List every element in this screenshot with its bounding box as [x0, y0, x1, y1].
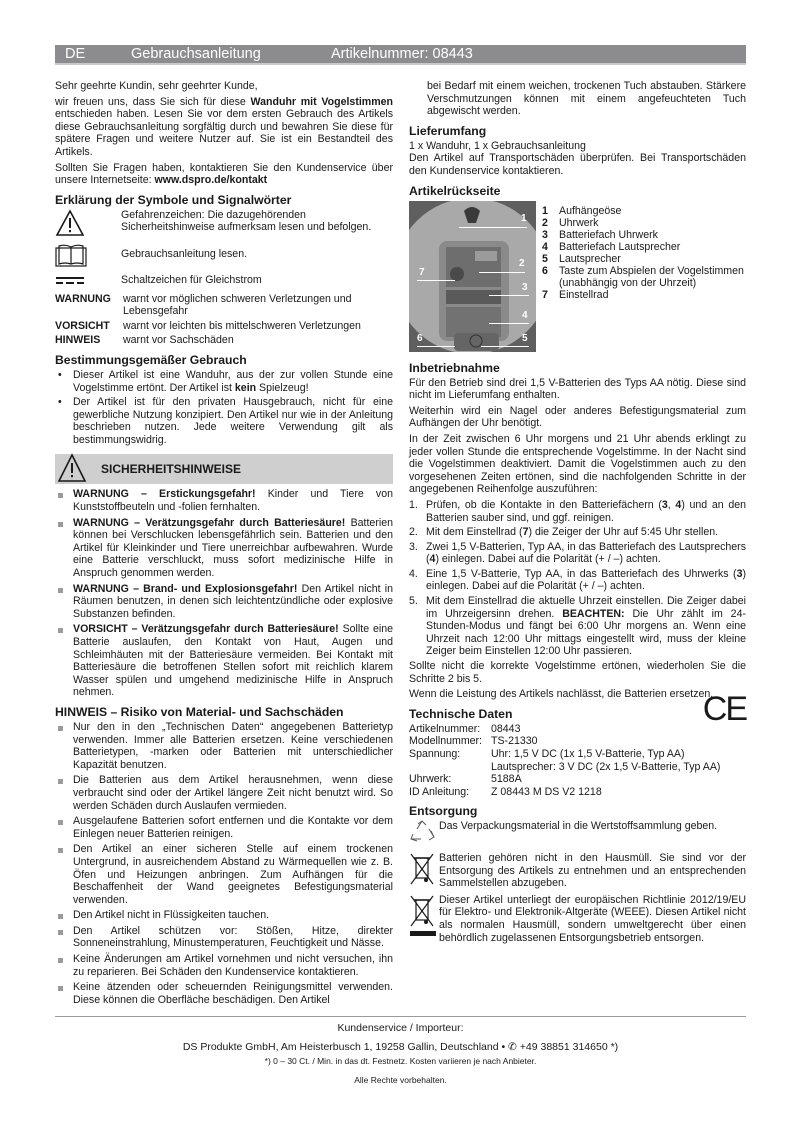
- signal-word-row: VORSICHT warnt vor leichten bis mittelschweren Verletzungen: [55, 319, 361, 332]
- legend-item: 6 Taste zum Abspielen der Vogelstimmen (unabhängig von der Uhrzeit): [542, 264, 744, 289]
- symbol-row: Gefahrenzeichen: Die dazugehörenden Sicherheitshinweise aufmerksam lesen und befolgen.: [55, 209, 393, 241]
- footer: [55, 1016, 746, 1086]
- list-item: WARNUNG – Verätzungsgefahr durch Batteriesäure! Batterien können bei Verschlucken lebensgefährlich sein. Batterien und den Artikel für Kleinkinder und Tiere unerreichbar aufbewahren. Wurde eine Batterie verschluckt, muss sofort medizinische Hilfe in Anspruch genommen werden.: [55, 517, 393, 580]
- disposal-row: Batterien gehören nicht in den Hausmüll. Sie sind vor der Entsorgung des Artikels zu entnehmen und an entsprechenden Sammelstellen abzugeben.: [409, 852, 746, 890]
- warning-triangle-icon: [55, 209, 121, 241]
- hinweis-list: [55, 721, 393, 1006]
- list-item: Keine Änderungen am Artikel vornehmen und nicht versuchen, ihn zu reparieren. Bei Schäden den Kundenservice kontaktieren.: [55, 953, 393, 978]
- setup-paragraph: In der Zeit zwischen 6 Uhr morgens und 21 Uhr abends erklingt zu jeder vollen Stunde die entsprechende Vogelstimme. In der Nacht sind die Vogelstimmen deaktiviert. Damit die Vogelstimmen auch zu den vorgesehenen Zeiten ertönen, sind die nachfolgenden Schritte in der angegebenen Reihenfolge auszuführen:: [409, 432, 746, 496]
- list-item: WARNUNG – Erstickungsgefahr! Kinder und Tiere von Kunststoffbeuteln und -folien fernhalten.: [55, 488, 393, 513]
- warning-triangle-icon: [57, 453, 87, 487]
- symbols-heading: Erklärung der Symbole und Signalwörter: [55, 192, 292, 207]
- tech-row: ID Anleitung: Z 08443 M DS V2 1218: [409, 785, 602, 798]
- disposal-row: Dieser Artikel unterliegt der europäischen Richtlinie 2012/19/EU für Elektro- und Elektronik-Altgeräte (WEEE). Diesen Artikel nicht als normalen Hausmüll, sondern umweltgerecht über einen behördlich zugelassenen Entsorgungsbetrieb entsorgen.: [409, 894, 746, 944]
- company-address: DS Produkte GmbH, Am Heisterbusch 1, 19258 Gallin, Deutschland • ✆ +49 38851 314650 *): [182, 1040, 619, 1053]
- safety-list: [55, 488, 393, 699]
- clock-back-photo: 1 2 7 3 4 6 5: [409, 201, 536, 352]
- symbol-row: Gebrauchsanleitung lesen.: [55, 243, 393, 271]
- header-bar: [55, 45, 746, 65]
- direct-current-icon: [55, 274, 121, 290]
- usage-heading: Bestimmungsgemäßer Gebrauch: [55, 352, 247, 367]
- delivery-contents: 1 x Wanduhr, 1 x Gebrauchsanleitung: [409, 139, 586, 152]
- signal-word-row: HINWEIS warnt vor Sachschäden: [55, 334, 234, 347]
- service-label: Kundenservice / Importeur:: [337, 1022, 464, 1034]
- step-item: 3. Zwei 1,5 V-Batterien, Typ AA, in das Batteriefach des Lautsprechers (4) einlegen. Dabei auf die Polarität (+ / –) achten.: [409, 540, 746, 566]
- recycling-icon: [409, 820, 439, 848]
- language-code: DE: [65, 46, 86, 62]
- hinweis-heading: HINWEIS – Risiko von Material- und Sachschäden: [55, 704, 344, 719]
- weee-bin-icon: [409, 894, 439, 942]
- contact-paragraph: Sollten Sie Fragen haben, kontaktieren Sie den Kundenservice über unsere Internetseite: www.dspro.de/kontakt: [55, 161, 393, 187]
- manual-book-icon: [55, 243, 121, 271]
- step-item: 4. Eine 1,5 V-Batterie, Typ AA, in das Batteriefach des Uhrwerks (3) einlegen. Dabei auf die Polarität (+ / –) achten.: [409, 567, 746, 593]
- list-item: VORSICHT – Verätzungsgefahr durch Batteriesäure! Sollte eine Batterie auslaufen, den Kontakt von Haut, Augen und Schleimhäuten mit der Batteriesäure vermeiden. Bei Kontakt mit Batteriesäure die betroffenen Stellen sofort mit reichlich klarem Wasser spülen und umgehend medizinische Hilfe in Anspruch nehmen.: [55, 623, 393, 699]
- setup-steps: [409, 499, 746, 658]
- document-title: Gebrauchsanleitung: [131, 46, 261, 62]
- safety-banner: [55, 454, 393, 484]
- list-item: • Dieser Artikel ist eine Wanduhr, aus der zur vollen Stunde eine Vogelstimme ertönt. Der Artikel ist kein Spielzeug!: [55, 369, 393, 394]
- legend-item: 1 Aufhängeöse: [542, 204, 622, 217]
- tech-row: Modellnummer: TS-21330: [409, 735, 538, 748]
- legend-item: 4 Batteriefach Lautsprecher: [542, 240, 681, 253]
- contact-link[interactable]: www.dspro.de/kontakt: [154, 174, 268, 187]
- greeting: Sehr geehrte Kundin, sehr geehrter Kunde,: [55, 80, 258, 92]
- legend-item: 7 Einstellrad: [542, 288, 609, 301]
- symbol-row: Schaltzeichen für Gleichstrom: [55, 274, 393, 290]
- list-item: • Der Artikel ist für den privaten Hausgebrauch, nicht für eine gewerbliche Nutzung konzipiert. Den Artikel nur wie in der Anleitung beschrieben nutzen. Jede weitere Verwendung gilt als bestimmungswidrig.: [55, 396, 393, 446]
- tech-row: Spannung: Uhr: 1,5 V DC (1x 1,5 V-Batterie, Typ AA): [409, 748, 685, 760]
- left-column: [55, 80, 393, 1009]
- legend-item: 2 Uhrwerk: [542, 216, 599, 229]
- list-item: Nur den in den „Technischen Daten“ angegebenen Batterietyp verwenden. Immer alle Batterien ersetzen. Keine verschiedenen Batterietypen, -marken oder Batterien mit unterschiedlicher Kapazität benutzen.: [55, 721, 393, 771]
- list-item: Keine ätzenden oder scheuernden Reinigungsmittel verwenden. Diese können die Oberfläche beschädigen. Den Artikel: [55, 981, 393, 1006]
- setup-paragraph: Für den Betrieb sind drei 1,5 V-Batterien des Typs AA nötig. Diese sind nicht im Lieferumfang enthalten.: [409, 376, 746, 402]
- ce-mark-icon: CE: [702, 689, 746, 728]
- back-view-figure: [409, 201, 746, 352]
- setup-heading: Inbetriebnahme: [409, 360, 500, 375]
- usage-list: [55, 369, 393, 447]
- crossed-bin-icon: [409, 852, 439, 890]
- list-item: Den Artikel an einer sicheren Stelle auf einem trockenen Untergrund, in ausreichendem Abstand zu Wärmequellen wie z. B. Öfen und Heizungen anbringen. Zum Aufhängen für die Beschaffenheit der Wand geeignetes Befestigungsmaterial verwenden.: [55, 843, 393, 906]
- hinweis-continued: bei Bedarf mit einem weichen, trockenen Tuch abstauben. Stärkere Verschmutzungen können mit einem angefeuchteten Tuch abgewischt werden.: [427, 80, 746, 118]
- delivery-check: Den Artikel auf Transportschäden überprüfen. Bei Transportschäden den Kundenservice kontaktieren.: [409, 152, 746, 177]
- list-item: Die Batterien aus dem Artikel herausnehmen, wenn diese verbraucht sind oder der Artikel längere Zeit nicht benutzt wird. So werden Schäden durch Auslaufen vermieden.: [55, 774, 393, 812]
- legend-item: 3 Batteriefach Uhrwerk: [542, 228, 658, 241]
- list-item: Den Artikel nicht in Flüssigkeiten tauchen.: [55, 909, 393, 922]
- list-item: Ausgelaufene Batterien sofort entfernen und die Kontakte vor dem Einlegen neuer Batterien reinigen.: [55, 815, 393, 840]
- step-item: 1. Prüfen, ob die Kontakte in den Batteriefächern (3, 4) und an den Batterien sauber sind, und ggf. reinigen.: [409, 498, 747, 524]
- list-item: Den Artikel schützen vor: Stößen, Hitze, direkter Sonneneinstrahlung, Minustemperaturen, Feuchtigkeit und Nässe.: [55, 925, 393, 950]
- delivery-heading: Lieferumfang: [409, 123, 487, 138]
- rights-note: Alle Rechte vorbehalten.: [354, 1074, 447, 1085]
- back-legend: [542, 205, 746, 352]
- tech-heading: Technische Daten: [409, 706, 513, 721]
- back-heading: Artikelrückseite: [409, 183, 501, 198]
- right-column: [409, 80, 746, 948]
- setup-paragraph: Sollte nicht die korrekte Vogelstimme ertönen, wiederholen Sie die Schritte 2 bis 5.: [409, 660, 746, 685]
- list-item: WARNUNG – Brand- und Explosionsgefahr! Den Artikel nicht in Räumen benutzen, in denen sich leichtentzündliche oder explosive Substanzen befinden.: [55, 583, 393, 621]
- disposal-row: Das Verpackungsmaterial in die Wertstoffsammlung geben.: [409, 820, 746, 848]
- legend-item: 5 Lautsprecher: [542, 252, 621, 265]
- tech-row: Uhrwerk: 5188A: [409, 773, 522, 786]
- step-item: 5. Mit dem Einstellrad die aktuelle Uhrzeit einstellen. Die Zeiger dabei im Uhrzeigersinn drehen. BEACHTEN: Die Uhr zählt im 24-Stunden-Modus und fängt bei 6:00 Uhr morgens an. Wenn eine Uhrzeit nach 12:00 Uhr mittags eingestellt wird, muss der kleine Zeiger beim Einstellen 12:00 Uhr passieren.: [409, 595, 746, 658]
- signal-word-row: WARNUNG warnt vor möglichen schweren Verletzungen und Lebensgefahr: [55, 292, 352, 318]
- article-number: Artikelnummer: 08443: [331, 46, 473, 62]
- setup-paragraph: Wenn die Leistung des Artikels nachlässt, die Batterien ersetzen.: [409, 688, 714, 701]
- setup-paragraph: Weiterhin wird ein Nagel oder anderes Befestigungsmaterial zum Aufhängen der Uhr benötigt.: [409, 404, 746, 430]
- tech-row: Artikelnummer: 08443: [409, 722, 521, 735]
- intro-paragraph: wir freuen uns, dass Sie sich für diese Wanduhr mit Vogelstimmen entschieden haben. Lesen Sie vor dem ersten Gebrauch des Artikels diese Gebrauchsanleitung sorgfältig durch und bewahren Sie diese für spätere Fragen und weitere Nutzer auf. Sie ist ein Bestandteil des Artikels.: [55, 95, 393, 158]
- disposal-heading: Entsorgung: [409, 804, 478, 819]
- step-item: 2. Mit dem Einstellrad (7) die Zeiger der Uhr auf 5:45 Uhr stellen.: [409, 526, 719, 539]
- call-cost-note: *) 0 – 30 Ct. / Min. in das dt. Festnetz. Kosten variieren je nach Anbieter.: [264, 1056, 537, 1067]
- safety-title: SICHERHEITSHINWEISE: [101, 462, 242, 477]
- tech-row: Lautsprecher: 3 V DC (2x 1,5 V-Batterie, Typ AA): [491, 760, 721, 773]
